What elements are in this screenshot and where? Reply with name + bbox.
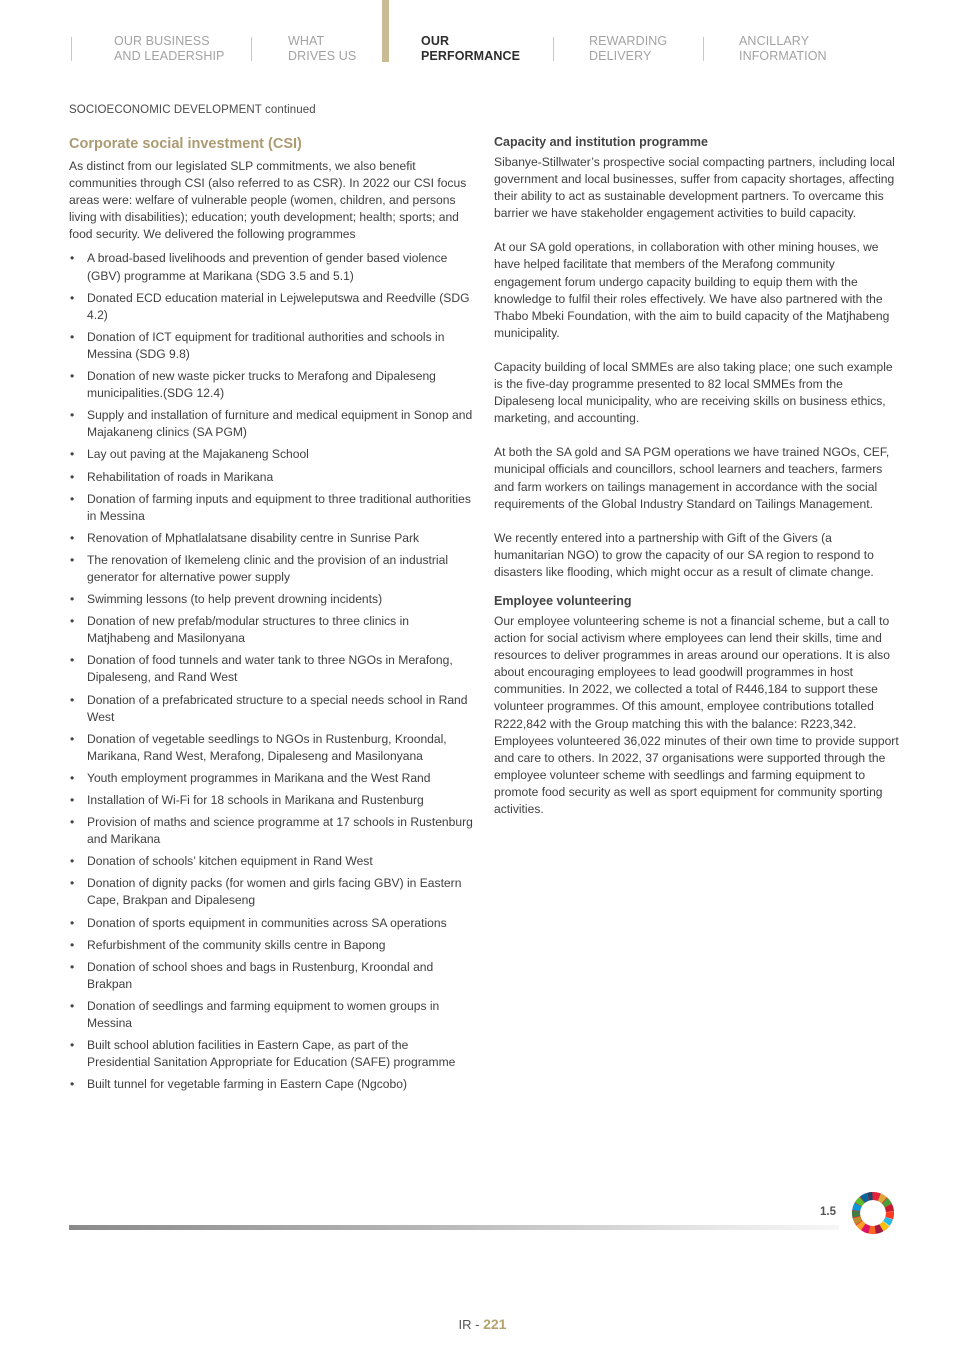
list-item: • Built tunnel for vegetable farming in Eastern Cape (Ngcobo): [69, 1076, 474, 1093]
list-item: • Refurbishment of the community skills centre in Bapong: [69, 937, 474, 954]
volunteering-paragraph: Our employee volunteering scheme is not a financial scheme, but a call to action for social activism where employees can lend their skills, time and resources to deliver programmes in areas around our operations. It is also about encouraging employees to lead goodwill programmes in host communities. In 2022, we collected a total of R446,184 to support these volunteer programmes. Of this amount, employee contributions totalled R222,842 with the Group matching this with the balance: R223,342. Employees volunteered 36,022 minutes of their own time to provide support and care to others. In 2022, 37 organisations were supported through the employee volunteer scheme with seedlings and farming equipment to promote food security as well as sport equipment for community sporting activities.: [494, 613, 899, 816]
nav-tab-what-drives-us[interactable]: [288, 34, 356, 64]
list-item: • Donation of new waste picker trucks to Merafong and Dipaleseng municipalities.(SDG 12.4): [69, 368, 474, 402]
nav-divider: [553, 37, 554, 61]
capacity-paragraph: At our SA gold operations, in collaboration with other mining houses, we have helped facilitate that members of the Merafong community engagement forum undergo capacity building to equip them with the knowledge to fulfil their roles effectively. We have also partnered with the Thabo Mbeki Foundation, with the aim to build capacity of the Matjhabeng municipality.: [494, 240, 890, 340]
list-item: • Swimming lessons (to help prevent drowning incidents): [69, 591, 474, 608]
capacity-paragraph: At both the SA gold and SA PGM operations we have trained NGOs, CEF, municipal officials and councillors, school learners and teachers, farmers and farm workers on tailings management in accordance with the social requirements of the Global Industry Standard on Tailings Management.: [494, 445, 890, 511]
list-item: • Rehabilitation of roads in Marikana: [69, 469, 474, 486]
sdg-target-number: 1.5: [820, 1206, 836, 1218]
list-item: • Donation of dignity packs (for women and girls facing GBV) in Eastern Cape, Brakpan and Dipaleseng: [69, 875, 474, 909]
list-item: • Donation of new prefab/modular structures to three clinics in Matjhabeng and Masilonyana: [69, 613, 474, 647]
nav-tab-label: INFORMATION: [739, 49, 827, 63]
nav-tab-label: AND LEADERSHIP: [114, 49, 225, 63]
list-item: • A broad-based livelihoods and prevention of gender based violence (GBV) programme at Marikana (SDG 3.5 and 5.1): [69, 250, 474, 284]
nav-divider: [251, 37, 252, 61]
list-item: • Donation of seedlings and farming equipment to women groups in Messina: [69, 998, 474, 1032]
nav-tab-rewarding-delivery[interactable]: [589, 34, 667, 64]
nav-divider: [71, 37, 72, 61]
list-item: • Donation of farming inputs and equipment to three traditional authorities in Messina: [69, 491, 474, 525]
nav-tab-label: OUR: [421, 34, 450, 48]
capacity-paragraph: Sibanye-Stillwater’s prospective social compacting partners, including local government and local businesses, suffer from capacity shortages, affecting their ability to act as sustainable development partners. To overcame this barrier we have stakeholder engagement activities to build capacity.: [494, 155, 895, 221]
nav-tab-label: ANCILLARY: [739, 34, 810, 48]
list-item: • Renovation of Mphatlalatsane disability centre in Sunrise Park: [69, 530, 474, 547]
nav-tab-label: OUR BUSINESS: [114, 34, 210, 48]
nav-tab-label: DRIVES US: [288, 49, 357, 63]
csi-intro: As distinct from our legislated SLP commitments, we also benefit communities through CSI (also referred to as CSR). In 2022 our CSI focus areas were: welfare of vulnerable people (women, children, and persons living with disabilities); education; youth development; health; sports; and food security. We delivered the following programmes: [69, 159, 467, 242]
page-number-value: 221: [483, 1316, 507, 1332]
section-title: Corporate social investment (CSI): [69, 136, 302, 152]
list-item: • Donated ECD education material in Lejweleputswa and Reedville (SDG 4.2): [69, 290, 474, 324]
nav-tab-label: DELIVERY: [589, 49, 652, 63]
sdg-wheel-icon: [851, 1191, 895, 1235]
nav-tab-label: WHAT: [288, 34, 325, 48]
top-navigation: [0, 0, 965, 75]
running-head: SOCIOECONOMIC DEVELOPMENT continued: [69, 104, 316, 116]
list-item: • Installation of Wi-Fi for 18 schools in Marikana and Rustenburg: [69, 792, 474, 809]
page-number: [0, 1316, 965, 1332]
list-item: • Donation of ICT equipment for traditional authorities and schools in Messina (SDG 9.8): [69, 329, 474, 363]
list-item: • Donation of schools’ kitchen equipment in Rand West: [69, 853, 474, 870]
page-prefix: IR -: [458, 1317, 484, 1332]
list-item: • Built school ablution facilities in Eastern Cape, as part of the Presidential Sanitation Appropriate for Education (SAFE) programme: [69, 1037, 474, 1071]
footer-rule: [69, 1225, 839, 1230]
list-item: • Lay out paving at the Majakaneng School: [69, 446, 474, 463]
nav-tab-our-business[interactable]: [114, 34, 224, 64]
nav-active-indicator: [382, 0, 389, 62]
capacity-paragraph: We recently entered into a partnership with Gift of the Givers (a humanitarian NGO) to grow the capacity of our SA region to respond to disasters like flooding, which might occur as a result of climate change.: [494, 530, 874, 579]
list-item: • The renovation of Ikemeleng clinic and the provision of an industrial generator for alternative power supply: [69, 552, 474, 586]
nav-tab-label: PERFORMANCE: [421, 49, 521, 63]
list-item: • Donation of a prefabricated structure to a special needs school in Rand West: [69, 692, 474, 726]
list-item: • Supply and installation of furniture and medical equipment in Sonop and Majakaneng clinics (SA PGM): [69, 407, 474, 441]
list-item: • Donation of food tunnels and water tank to three NGOs in Merafong, Dipaleseng, and Rand West: [69, 652, 474, 686]
nav-divider: [703, 37, 704, 61]
nav-tab-ancillary-information[interactable]: [739, 34, 827, 64]
list-item: • Donation of school shoes and bags in Rustenburg, Kroondal and Brakpan: [69, 959, 474, 993]
csi-column: [69, 134, 474, 1098]
list-item: • Donation of vegetable seedlings to NGOs in Rustenburg, Kroondal, Marikana, Rand West, Merafong, Dipaleseng and Masilonyana: [69, 731, 474, 765]
list-item: • Youth employment programmes in Marikana and the West Rand: [69, 770, 474, 787]
csi-programme-list: [69, 250, 474, 1093]
list-item: • Provision of maths and science programme at 17 schools in Rustenburg and Marikana: [69, 814, 474, 848]
capacity-column: [494, 134, 904, 835]
capacity-title: Capacity and institution programme: [494, 135, 708, 149]
list-item: • Donation of sports equipment in communities across SA operations: [69, 915, 474, 932]
volunteering-title: Employee volunteering: [494, 593, 632, 608]
nav-tab-label: REWARDING: [589, 34, 668, 48]
capacity-paragraph: Capacity building of local SMMEs are also taking place; one such example is the five-day programme presented to 82 local SMMEs from the Dipaleseng local municipality, who are receiving skills on business ethics, marketing, and accounting.: [494, 359, 893, 426]
nav-tab-our-performance[interactable]: [421, 34, 520, 64]
